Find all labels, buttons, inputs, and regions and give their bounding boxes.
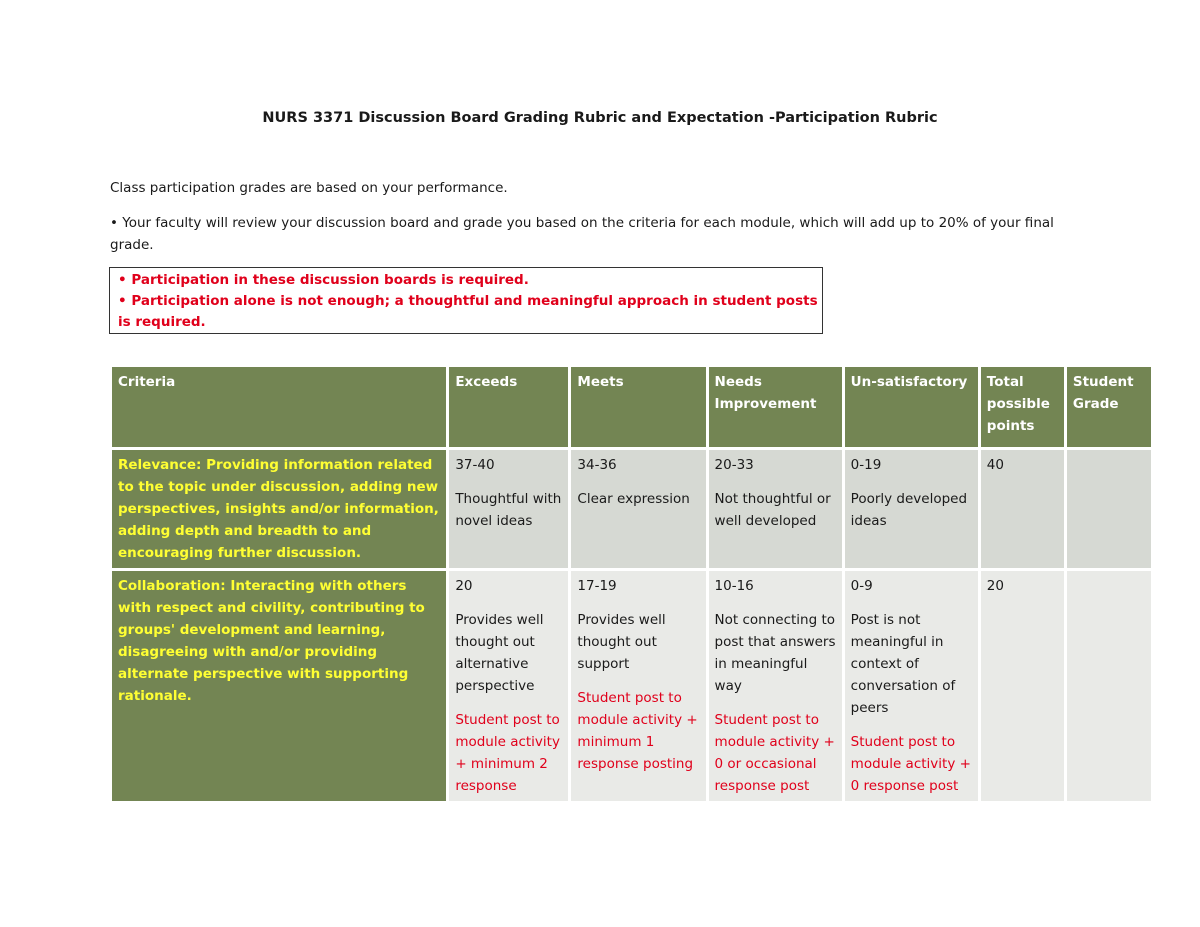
- unsatisfactory-cell: [845, 450, 978, 568]
- table-row: [112, 571, 1151, 801]
- document-title: NURS 3371 Discussion Board Grading Rubric and Expectation -Participation Rubric: [262, 110, 938, 126]
- score-range: 0-9: [850, 578, 873, 594]
- level-description: Post is not meaningful in context of conversation of peers: [850, 612, 956, 716]
- score-range: 0-19: [850, 457, 882, 473]
- total-points-cell: 40: [981, 450, 1064, 568]
- header-total-possible-points: Total possible points: [981, 367, 1064, 447]
- header-needs-improvement: Needs Improvement: [709, 367, 842, 447]
- grading-rubric-table: [109, 364, 1154, 804]
- requirements-callout: [109, 267, 823, 334]
- header-exceeds: Exceeds: [449, 367, 568, 447]
- score-range: 34-36: [577, 457, 617, 473]
- student-grade-cell: [1067, 450, 1151, 568]
- meets-cell: [571, 450, 705, 568]
- header-unsatisfactory: Un-satisfactory: [845, 367, 978, 447]
- posting-requirement: Student post to module activity + 0 response post: [850, 734, 971, 794]
- posting-requirement: Student post to module activity + 0 or occasional response post: [714, 712, 835, 794]
- score-range: 10-16: [714, 578, 754, 594]
- score-range: 20-33: [714, 457, 754, 473]
- level-description: Poorly developed ideas: [850, 491, 968, 529]
- callout-line: • Participation in these discussion boards is required.: [118, 272, 529, 288]
- score-range: 20: [455, 578, 473, 594]
- needs-improvement-cell: [709, 450, 842, 568]
- score-range: 37-40: [455, 457, 495, 473]
- intro-paragraph: Class participation grades are based on your performance.: [110, 180, 508, 196]
- meets-cell: [571, 571, 705, 801]
- exceeds-cell: [449, 571, 568, 801]
- bullet-paragraph: • Your faculty will review your discussion board and grade you based on the criteria for each module, which will add up to 20% of your final grade.: [110, 215, 1054, 253]
- header-criteria: Criteria: [112, 367, 446, 447]
- posting-requirement: Student post to module activity + minimum 1 response posting: [577, 690, 698, 772]
- level-description: Thoughtful with novel ideas: [455, 491, 562, 529]
- level-description: Provides well thought out alternative perspective: [455, 612, 544, 694]
- level-description: Clear expression: [577, 491, 690, 507]
- total-points-cell: 20: [981, 571, 1064, 801]
- table-header-row: [112, 367, 1151, 447]
- header-meets: Meets: [571, 367, 705, 447]
- score-range: 17-19: [577, 578, 617, 594]
- posting-requirement: Student post to module activity + minimum 2 response: [455, 712, 560, 794]
- level-description: Provides well thought out support: [577, 612, 666, 672]
- criteria-cell: Relevance: Providing information related to the topic under discussion, adding new perspectives, insights and/or information, adding depth and breadth to and encouraging further discussion.: [112, 450, 446, 568]
- student-grade-cell: [1067, 571, 1151, 801]
- needs-improvement-cell: [709, 571, 842, 801]
- unsatisfactory-cell: [845, 571, 978, 801]
- callout-line: • Participation alone is not enough; a thoughtful and meaningful approach in student posts is required.: [118, 293, 818, 330]
- level-description: Not thoughtful or well developed: [714, 491, 831, 529]
- header-student-grade: Student Grade: [1067, 367, 1151, 447]
- criteria-cell: Collaboration: Interacting with others with respect and civility, contributing to groups' development and learning, disagreeing with and/or providing alternate perspective with supporting rationale.: [112, 571, 446, 801]
- table-row: [112, 450, 1151, 568]
- level-description: Not connecting to post that answers in meaningful way: [714, 612, 836, 694]
- exceeds-cell: [449, 450, 568, 568]
